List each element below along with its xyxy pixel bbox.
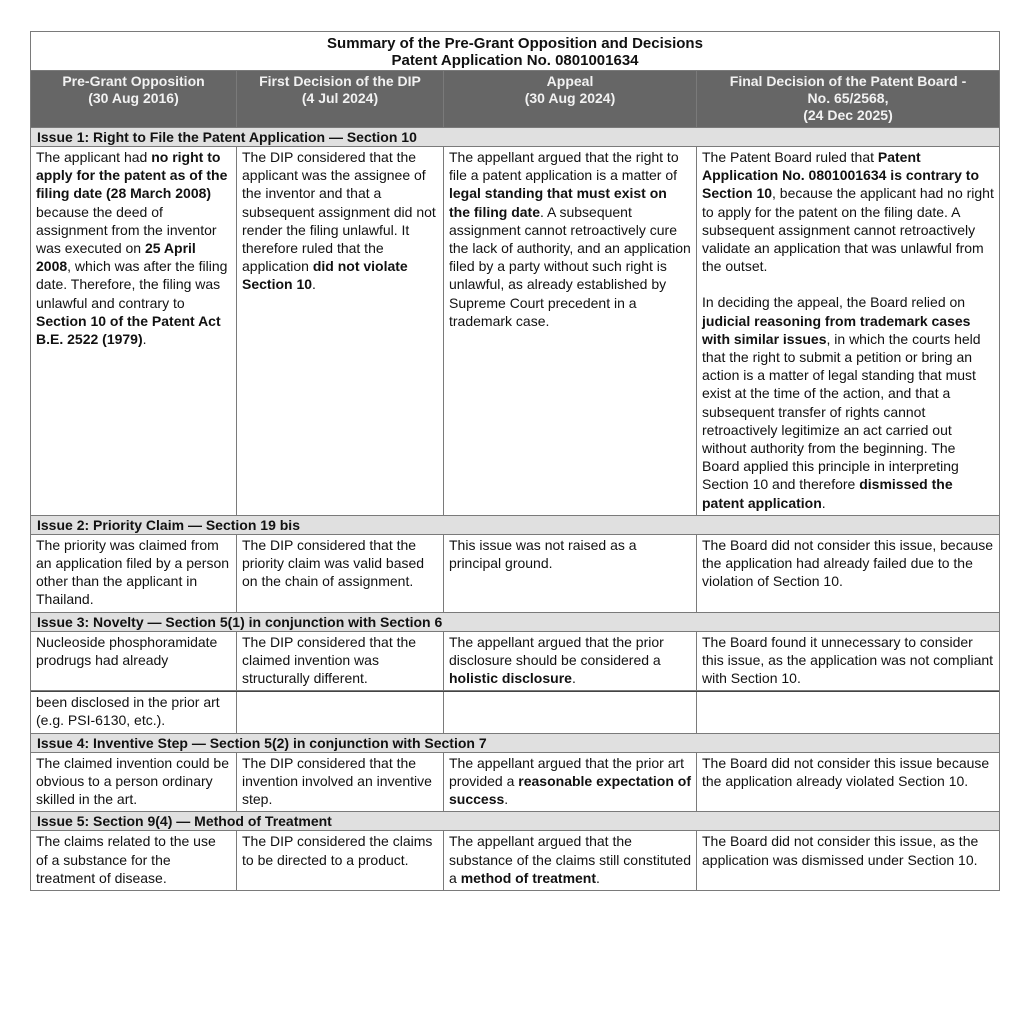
cell-pre-grant-opposition: [31, 831, 237, 890]
cell-final-decision: [697, 753, 999, 812]
column-date: (4 Jul 2024): [301, 90, 379, 106]
cell-pre-grant-opposition: [31, 753, 237, 812]
table-row: [31, 753, 999, 813]
cell-text: . A subsequent assignment cannot retroactively cure the lack of authority, and an application filed by a party without such right is unlawful, as already established by Supreme Court precedent in a trademark case.: [449, 203, 691, 329]
column-sublabel: No. 65/2568,: [807, 90, 889, 106]
cell-text: The DIP considered that the invention involved an inventive step.: [242, 754, 432, 808]
emphasis-text: Section 10 of the Patent Act B.E. 2522 (1979): [36, 312, 221, 348]
cell-text: The Board found it unnecessary to consider this issue, as the application was not compliant with Section 10.: [702, 633, 994, 687]
cell-appeal: [444, 147, 697, 515]
cell-text: The DIP considered the claims to be directed to a product.: [242, 833, 433, 868]
table-row: [31, 632, 999, 692]
cell-text: The claims related to the use of a substance for the treatment of disease.: [36, 833, 216, 886]
cell-pre-grant-opposition: [31, 147, 237, 515]
cell-text: , in which the courts held that the right to submit a petition or bring an action is a matter of legal standing that must exist at the time of the action, and that a subsequent transfer of rights cannot retroactively legitimize an act carried out without authority from the beginning. The Board applied this principle in interpreting Section 10 and therefore: [702, 330, 981, 493]
emphasis-text: 25 April 2008: [36, 240, 196, 275]
cell-text: been disclosed in the prior art (e.g. PSI-6130, etc.).: [36, 694, 220, 729]
cell-text: .: [504, 791, 509, 808]
title-line-1: Summary of the Pre-Grant Opposition and Decisions: [327, 35, 703, 52]
cell-first-decision: [237, 535, 444, 612]
cell-first-decision: [237, 753, 444, 812]
table-body: [31, 128, 999, 890]
cell-text: .: [312, 276, 316, 293]
column-label: Final Decision of the Patent Board -: [729, 73, 967, 89]
table-row: [31, 831, 999, 890]
table-title: [31, 32, 999, 71]
cell-first-decision: [237, 692, 444, 732]
cell-text: This issue was not raised as a principal ground.: [449, 536, 637, 572]
emphasis-text: no right to apply for the patent as of the filing date (28 March 2008): [36, 149, 228, 202]
cell-text: The DIP considered that the priority claim was valid based on the chain of assignment.: [242, 536, 425, 590]
emphasis-text: legal standing that must exist on the filing date: [449, 185, 667, 220]
column-header-pre-grant-opposition: [31, 71, 237, 127]
table-row-continuation: [31, 691, 999, 733]
table-row: [31, 147, 999, 516]
cell-text: The appellant argued that the prior disclosure should be considered a: [449, 633, 664, 668]
cell-text: The Board did not consider this issue, because the application had already failed due to the violation of Section 10.: [702, 536, 994, 590]
cell-appeal: [444, 831, 697, 890]
cell-pre-grant-opposition: [31, 535, 237, 612]
cell-text: .: [142, 331, 147, 348]
emphasis-text: judicial reasoning from trademark cases with similar issues: [702, 312, 971, 347]
cell-appeal: [444, 535, 697, 612]
cell-appeal: [444, 753, 697, 812]
cell-text: The appellant argued that the right to file a patent application is a matter of: [449, 149, 679, 184]
cell-text: .: [596, 869, 600, 886]
cell-text: The claimed invention could be obvious to a person ordinary skilled in the art.: [36, 754, 230, 808]
cell-text: , which was after the filing date. Therefore, the filing was unlawful and contrary to: [36, 258, 228, 311]
cell-pre-grant-opposition: [31, 692, 237, 732]
cell-appeal: [444, 632, 697, 691]
summary-table: [30, 31, 1000, 891]
cell-text: The appellant argued that the prior art provided a: [449, 754, 685, 789]
table-row: [31, 535, 999, 613]
cell-final-decision: [697, 535, 999, 612]
column-header-row: [31, 71, 999, 128]
cell-text: Nucleoside phosphoramidate prodrugs had already: [36, 633, 218, 668]
column-header-final-decision: [697, 71, 999, 127]
emphasis-text: dismissed the patent application: [702, 476, 953, 511]
cell-text: In deciding the appeal, the Board relied on: [702, 294, 966, 311]
issue-heading-5: Issue 5: Section 9(4) — Method of Treatment: [31, 812, 999, 831]
cell-text: The applicant had: [36, 149, 152, 165]
emphasis-text: holistic disclosure: [449, 670, 572, 687]
cell-text: The Board did not consider this issue, as the application was dismissed under Section 10.: [702, 833, 979, 868]
column-header-appeal: [444, 71, 697, 127]
cell-text: because the deed of assignment from the inventor was executed on: [36, 203, 217, 257]
cell-text: The DIP considered that the applicant was the assignee of the inventor and that a subsequent assignment did not render the filing unlawful. It therefore ruled that the application: [242, 149, 436, 275]
column-label: Appeal: [546, 73, 594, 89]
cell-first-decision: [237, 632, 444, 691]
issue-heading-2: Issue 2: Priority Claim — Section 19 bis: [31, 516, 999, 535]
emphasis-text: did not violate Section 10: [242, 258, 408, 293]
cell-final-decision: [697, 831, 999, 890]
cell-text: The appellant argued that the substance of the claims still constituted a: [449, 833, 692, 886]
column-header-first-decision: [237, 71, 444, 127]
paragraph-gap: [702, 275, 994, 293]
cell-text: The Patent Board ruled that: [702, 149, 878, 165]
emphasis-text: method of treatment: [460, 869, 597, 886]
cell-appeal: [444, 692, 697, 732]
column-label: First Decision of the DIP: [259, 73, 421, 89]
issue-heading-4: Issue 4: Inventive Step — Section 5(2) in conjunction with Section 7: [31, 734, 999, 753]
cell-text: The priority was claimed from an application filed by a person other than the applicant in Thailand.: [36, 536, 230, 608]
column-label: Pre-Grant Opposition: [62, 73, 205, 89]
column-date: (30 Aug 2016): [88, 90, 179, 106]
cell-text: , because the applicant had no right to apply for the patent on the filing date. A subsequent assignment cannot retroactively validate an application that was unlawful from the outset.: [702, 185, 994, 275]
cell-final-decision: [697, 147, 999, 515]
emphasis-text: reasonable expectation of success: [449, 772, 691, 808]
cell-first-decision: [237, 831, 444, 890]
cell-text: The DIP considered that the claimed invention was structurally different.: [242, 633, 417, 687]
cell-final-decision: [697, 692, 999, 732]
cell-text: The Board did not consider this issue because the application already violated Section 10.: [702, 754, 990, 789]
title-line-2: Patent Application No. 0801001634: [391, 52, 639, 69]
cell-pre-grant-opposition: [31, 632, 237, 691]
cell-text: .: [571, 670, 576, 687]
issue-heading-3: Issue 3: Novelty — Section 5(1) in conjunction with Section 6: [31, 613, 999, 632]
cell-first-decision: [237, 147, 444, 515]
issue-heading-1: Issue 1: Right to File the Patent Application — Section 10: [31, 128, 999, 147]
cell-final-decision: [697, 632, 999, 691]
column-date: (24 Dec 2025): [803, 107, 893, 123]
column-date: (30 Aug 2024): [524, 90, 616, 106]
cell-text: .: [821, 494, 826, 511]
emphasis-text: Patent Application No. 0801001634 is contrary to Section 10: [702, 149, 979, 202]
